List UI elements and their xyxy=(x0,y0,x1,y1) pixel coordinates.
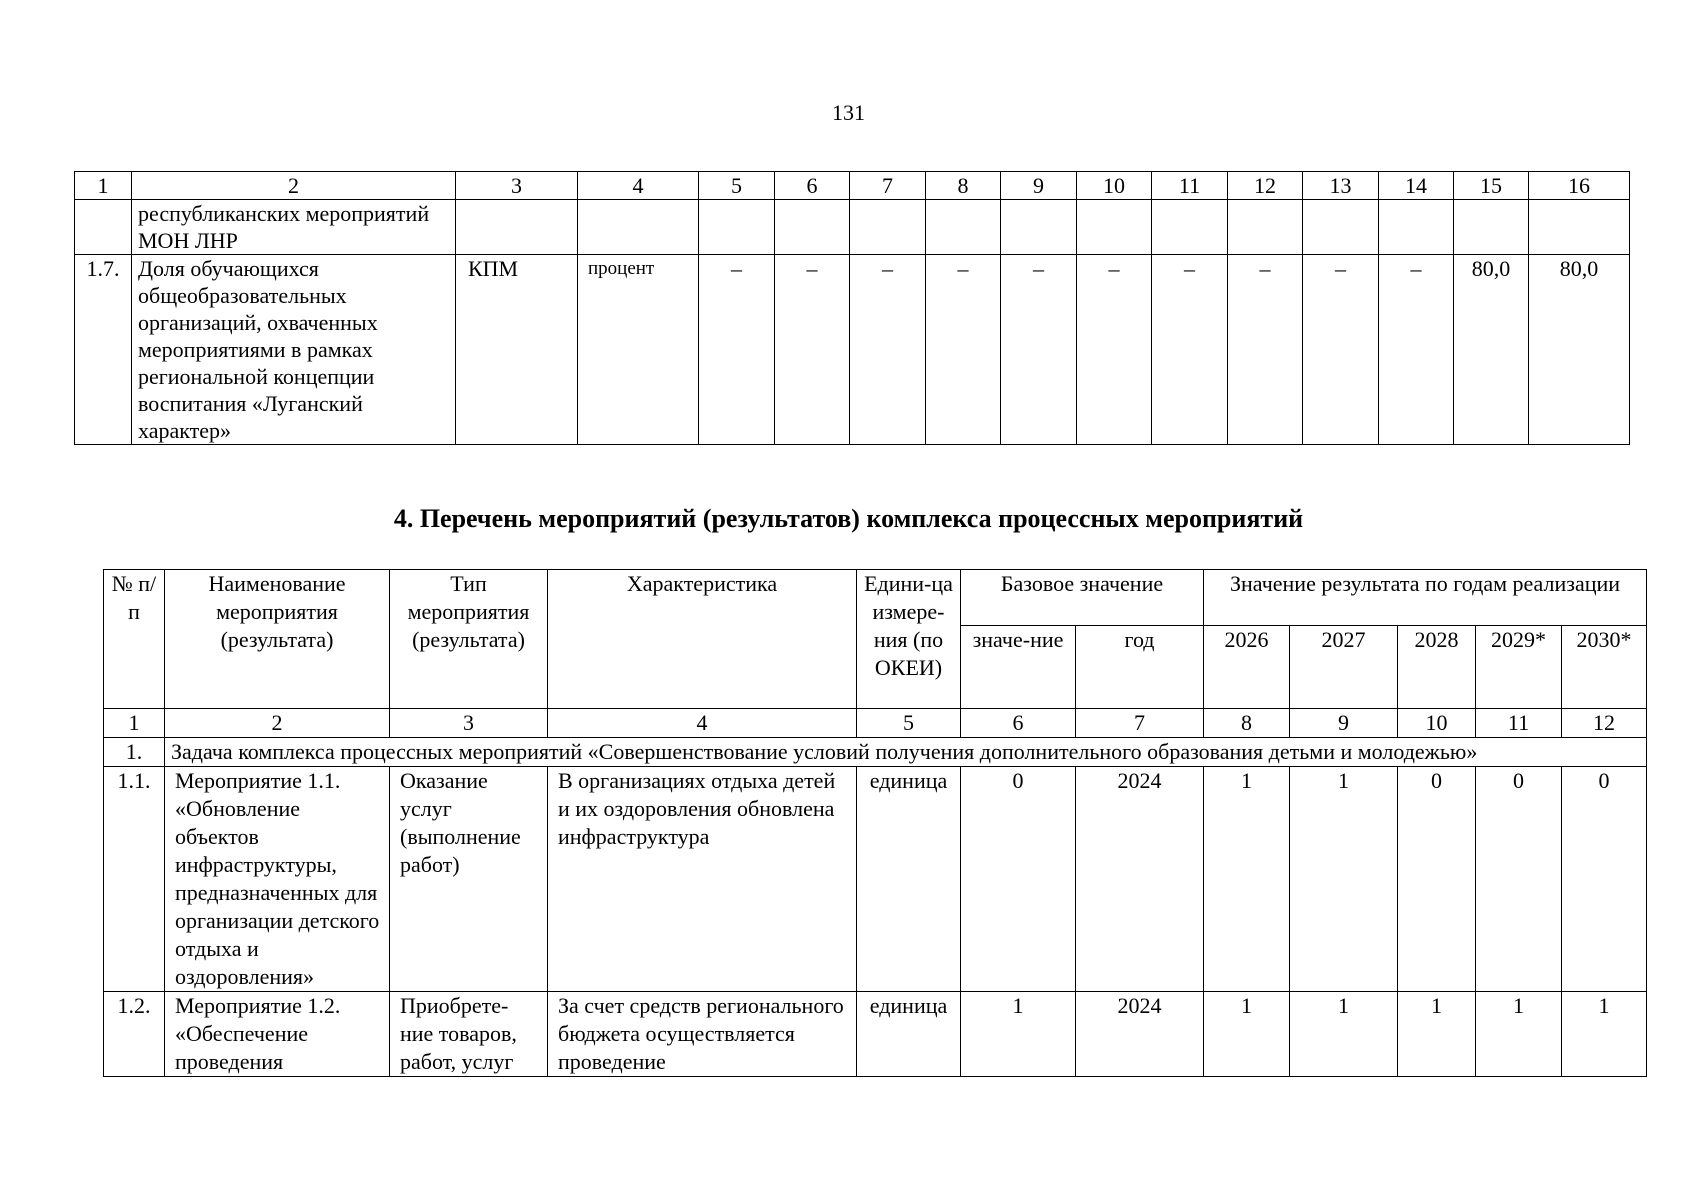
value-cell xyxy=(1228,200,1303,255)
value-cell xyxy=(1379,200,1454,255)
value-cell xyxy=(926,200,1001,255)
measure-type: Приобрете-ние товаров, работ, услуг xyxy=(390,992,548,1077)
column-number: 1 xyxy=(104,709,165,738)
page-number: 131 xyxy=(832,100,865,125)
measure-characteristic: За счет средств регионального бюджета осуществляется проведение xyxy=(548,992,857,1077)
value-cell: – xyxy=(1152,255,1228,445)
year-value: 0 xyxy=(1398,767,1476,992)
indicator-unit xyxy=(578,200,699,255)
value-cell: – xyxy=(775,255,850,445)
measure-unit: единица xyxy=(857,767,961,992)
column-number: 15 xyxy=(1454,172,1529,200)
table-row xyxy=(75,200,1630,255)
column-number: 11 xyxy=(1476,709,1562,738)
column-number: 10 xyxy=(1077,172,1152,200)
indicator-type: КПМ xyxy=(456,255,578,445)
indicator-unit: процент xyxy=(578,255,699,445)
indicator-type xyxy=(456,200,578,255)
value-cell xyxy=(775,200,850,255)
column-number: 8 xyxy=(1204,709,1290,738)
column-numbers-row xyxy=(75,172,1630,200)
column-number: 3 xyxy=(390,709,548,738)
header-characteristic: Характеристика xyxy=(548,570,857,709)
value-cell xyxy=(1454,200,1529,255)
column-number: 4 xyxy=(548,709,857,738)
table-row xyxy=(104,992,1647,1077)
header-type: Тип мероприятия (результата) xyxy=(390,570,548,709)
base-value: 0 xyxy=(961,767,1076,992)
value-cell: 80,0 xyxy=(1529,255,1630,445)
column-number: 7 xyxy=(1076,709,1204,738)
value-cell xyxy=(1001,200,1077,255)
indicator-name: республиканских мероприятий МОН ЛНР xyxy=(132,200,456,255)
value-cell xyxy=(850,200,926,255)
value-cell: 80,0 xyxy=(1454,255,1529,445)
header-row xyxy=(104,570,1647,626)
value-cell: – xyxy=(1303,255,1379,445)
table-row xyxy=(75,255,1630,445)
value-cell xyxy=(1152,200,1228,255)
column-number: 11 xyxy=(1152,172,1228,200)
measure-name: Мероприятие 1.1. «Обновление объектов инфраструктуры, предназначенных для организации детского отдыха и оздоровления» xyxy=(165,767,390,992)
value-cell xyxy=(1077,200,1152,255)
header-num: № п/п xyxy=(104,570,165,709)
column-number: 16 xyxy=(1529,172,1630,200)
value-cell: – xyxy=(850,255,926,445)
column-number: 9 xyxy=(1001,172,1077,200)
value-cell: – xyxy=(926,255,1001,445)
value-cell: – xyxy=(1077,255,1152,445)
column-number: 8 xyxy=(926,172,1001,200)
year-value: 1 xyxy=(1204,992,1290,1077)
header-base-value: значе-ние xyxy=(961,626,1076,709)
year-value: 1 xyxy=(1476,992,1562,1077)
indicators-table xyxy=(74,171,1630,445)
column-number: 2 xyxy=(132,172,456,200)
table-row xyxy=(104,767,1647,992)
year-value: 0 xyxy=(1562,767,1647,992)
row-number: 1.7. xyxy=(75,255,132,445)
task-row xyxy=(104,738,1647,767)
measure-type: Оказание услуг (выполнение работ) xyxy=(390,767,548,992)
header-year: 2026 xyxy=(1204,626,1290,709)
header-year: 2029* xyxy=(1476,626,1562,709)
column-number: 1 xyxy=(75,172,132,200)
column-number: 6 xyxy=(775,172,850,200)
header-base: Базовое значение xyxy=(961,570,1204,626)
value-cell: – xyxy=(1379,255,1454,445)
value-cell xyxy=(699,200,775,255)
header-unit: Едини-ца измере-ния (по ОКЕИ) xyxy=(857,570,961,709)
year-value: 1 xyxy=(1204,767,1290,992)
base-value: 1 xyxy=(961,992,1076,1077)
header-year: 2027 xyxy=(1290,626,1398,709)
row-number: 1.1. xyxy=(104,767,165,992)
value-cell xyxy=(1303,200,1379,255)
column-number: 13 xyxy=(1303,172,1379,200)
column-number: 10 xyxy=(1398,709,1476,738)
year-value: 1 xyxy=(1290,992,1398,1077)
base-year: 2024 xyxy=(1076,992,1204,1077)
base-year: 2024 xyxy=(1076,767,1204,992)
value-cell xyxy=(1529,200,1630,255)
measures-table xyxy=(103,569,1647,1077)
header-name: Наименование мероприятия (результата) xyxy=(165,570,390,709)
header-year: 2028 xyxy=(1398,626,1476,709)
header-year: 2030* xyxy=(1562,626,1647,709)
column-number: 5 xyxy=(699,172,775,200)
column-number: 4 xyxy=(578,172,699,200)
measure-unit: единица xyxy=(857,992,961,1077)
value-cell: – xyxy=(699,255,775,445)
column-numbers-row xyxy=(104,709,1647,738)
column-number: 5 xyxy=(857,709,961,738)
header-years-group: Значение результата по годам реализации xyxy=(1204,570,1647,626)
column-number: 7 xyxy=(850,172,926,200)
measure-name: Мероприятие 1.2. «Обеспечение проведения xyxy=(165,992,390,1077)
measure-characteristic: В организациях отдыха детей и их оздоровления обновлена инфраструктура xyxy=(548,767,857,992)
column-number: 2 xyxy=(165,709,390,738)
column-number: 9 xyxy=(1290,709,1398,738)
task-title: Задача комплекса процессных мероприятий «Совершенствование условий получения дополнительного образования детьми и молодежью» xyxy=(165,738,1647,767)
year-value: 1 xyxy=(1290,767,1398,992)
column-number: 3 xyxy=(456,172,578,200)
section-title: 4. Перечень мероприятий (результатов) комплекса процессных мероприятий xyxy=(393,504,1304,533)
indicator-name: Доля обучающихся общеобразовательных организаций, охваченных мероприятиями в рамках региональной концепции воспитания «Луганский характер» xyxy=(132,255,456,445)
header-base-year: год xyxy=(1076,626,1204,709)
year-value: 0 xyxy=(1476,767,1562,992)
row-number xyxy=(75,200,132,255)
value-cell: – xyxy=(1228,255,1303,445)
value-cell: – xyxy=(1001,255,1077,445)
column-number: 14 xyxy=(1379,172,1454,200)
column-number: 12 xyxy=(1228,172,1303,200)
column-number: 12 xyxy=(1562,709,1647,738)
column-number: 6 xyxy=(961,709,1076,738)
year-value: 1 xyxy=(1562,992,1647,1077)
row-number: 1.2. xyxy=(104,992,165,1077)
task-number: 1. xyxy=(104,738,165,767)
year-value: 1 xyxy=(1398,992,1476,1077)
